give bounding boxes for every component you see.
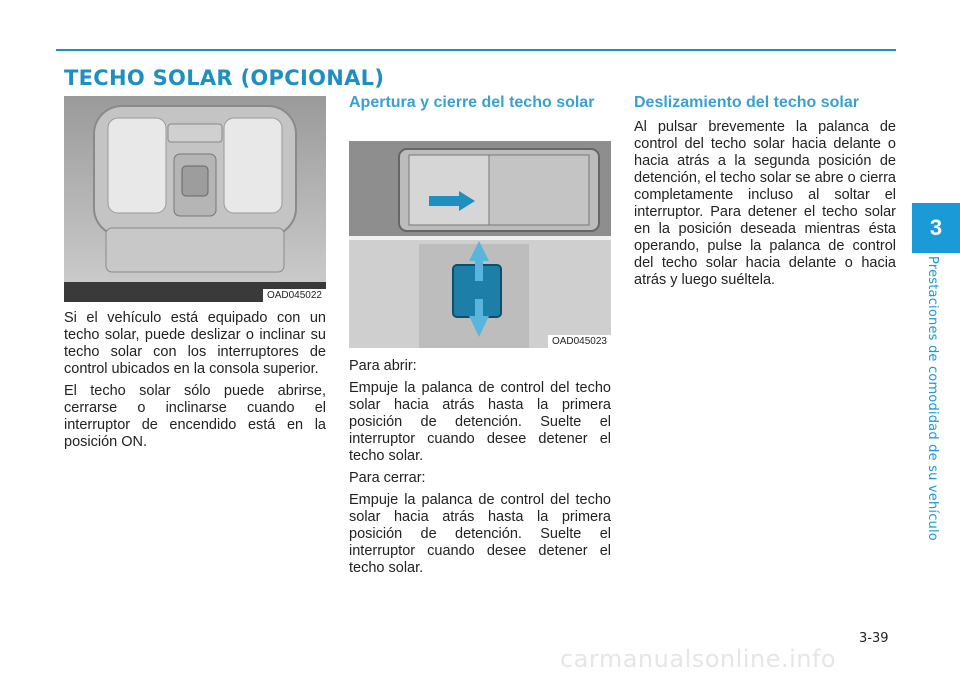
open-label: Para abrir: bbox=[349, 358, 417, 374]
side-chapter-label: Prestaciones de comodidad de su vehículo bbox=[925, 256, 940, 541]
close-text: Empuje la palanca de control del techo solar hacia atrás hasta la primera posición de detención. Suelte el interruptor cuando desee detener el techo solar. bbox=[349, 492, 611, 576]
watermark: carmanualsonline.info bbox=[560, 645, 837, 673]
col3-text bbox=[634, 119, 896, 294]
open-text: Empuje la palanca de control del techo solar hacia atrás hasta la primera posición de detención. Suelte el interruptor cuando desee detener el techo solar. bbox=[349, 380, 611, 464]
subheading-slide: Deslizamiento del techo solar bbox=[634, 94, 859, 111]
chapter-tab: 3 bbox=[912, 203, 960, 253]
col2-text bbox=[349, 358, 611, 582]
section-title: TECHO SOLAR (OPCIONAL) bbox=[64, 66, 385, 90]
overhead-console-illustration bbox=[64, 96, 326, 302]
top-rule bbox=[56, 49, 896, 51]
paragraph: Al pulsar brevemente la palanca de control del techo solar hacia delante o hacia atrás a la segunda posición de detención, el techo solar se abre o cierra completamente incluso al soltar el interruptor. Para detener el techo solar en la posición deseada mientras ésta operando, pulse la palanca de control del techo solar hacia delante o hacia atrás y luego suéltela. bbox=[634, 119, 896, 288]
col1-text bbox=[64, 310, 326, 456]
subheading-open-close: Apertura y cierre del techo solar bbox=[349, 94, 595, 111]
paragraph: Si el vehículo está equipado con un techo solar, puede deslizar o inclinar su techo solar con los interruptores de control ubicados en la consola superior. bbox=[64, 310, 326, 377]
close-label: Para cerrar: bbox=[349, 470, 426, 486]
paragraph: El techo solar sólo puede abrirse, cerrarse o inclinarse cuando el interruptor de encendido está en la posición ON. bbox=[64, 383, 326, 450]
figure-code: OAD045022 bbox=[263, 289, 326, 302]
overhead-console-figure bbox=[64, 96, 326, 302]
sunroof-switch-illustration bbox=[349, 141, 611, 348]
sunroof-switch-figure bbox=[349, 141, 611, 348]
page-number: 3-39 bbox=[859, 631, 889, 646]
figure-code: OAD045023 bbox=[548, 335, 611, 348]
